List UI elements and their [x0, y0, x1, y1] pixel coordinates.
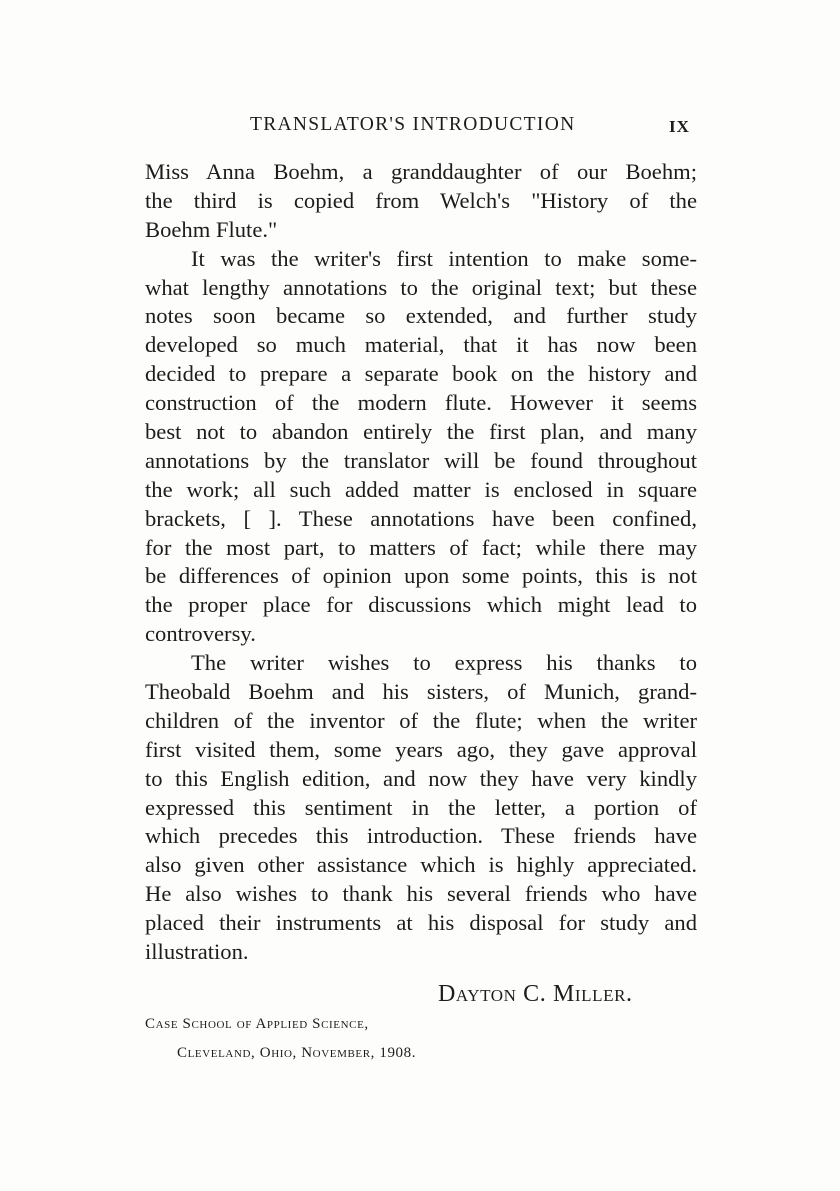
text-line: annotations by the translator will be found throughout: [145, 447, 697, 473]
text-line: decided to prepare a separate book on the history and: [145, 361, 697, 387]
affiliation-line: Case School of Applied Science,: [145, 1016, 369, 1032]
paragraph: [145, 245, 697, 649]
body-text: [145, 158, 697, 967]
place-date-line: Cleveland, Ohio, November, 1908.: [177, 1045, 417, 1061]
text-line: Boehm Flute.": [145, 216, 278, 242]
text-line: notes soon became so extended, and further study: [145, 303, 697, 329]
text-line: the work; all such added matter is enclosed in square: [145, 476, 697, 502]
text-line: best not to abandon entirely the first plan, and many: [145, 419, 697, 445]
text-line: Miss Anna Boehm, a granddaughter of our Boehm;: [145, 159, 697, 184]
text-line: illustration.: [145, 939, 249, 965]
text-line: what lengthy annotations to the original text; but these: [145, 274, 697, 300]
page-number: IX: [669, 117, 690, 136]
text-line: brackets, [ ]. These annotations have been confined,: [145, 505, 697, 531]
text-line: children of the inventor of the flute; when the writer: [145, 707, 697, 733]
text-line: for the most part, to matters of fact; while there may: [145, 534, 697, 560]
text-line: placed their instruments at his disposal for study and: [145, 910, 697, 936]
paragraph: [145, 649, 697, 967]
text-line: controversy.: [145, 621, 256, 647]
text-line: It was the writer's first intention to make some-: [191, 245, 697, 271]
text-line: which precedes this introduction. These friends have: [145, 823, 697, 849]
running-head-title: TRANSLATOR'S INTRODUCTION: [250, 114, 576, 135]
text-line: to this English edition, and now they have very kindly: [145, 765, 697, 791]
text-line: Theobald Boehm and his sisters, of Munich, grand-: [145, 679, 697, 705]
text-line: developed so much material, that it has now been: [145, 332, 697, 358]
text-line: The writer wishes to express his thanks to: [191, 650, 697, 676]
text-line: first visited them, some years ago, they gave approval: [145, 736, 697, 762]
text-line: construction of the modern flute. However it seems: [145, 390, 697, 416]
paragraph: [145, 158, 697, 245]
text-line: the third is copied from Welch's "History of the: [145, 187, 697, 213]
author-signature: Dayton C. Miller.: [438, 981, 633, 1007]
text-line: also given other assistance which is highly appreciated.: [145, 852, 697, 878]
text-line: the proper place for discussions which might lead to: [145, 592, 697, 618]
text-line: expressed this sentiment in the letter, a portion of: [145, 794, 697, 820]
text-line: be differences of opinion upon some points, this is not: [145, 563, 697, 589]
text-line: He also wishes to thank his several friends who have: [145, 881, 697, 907]
